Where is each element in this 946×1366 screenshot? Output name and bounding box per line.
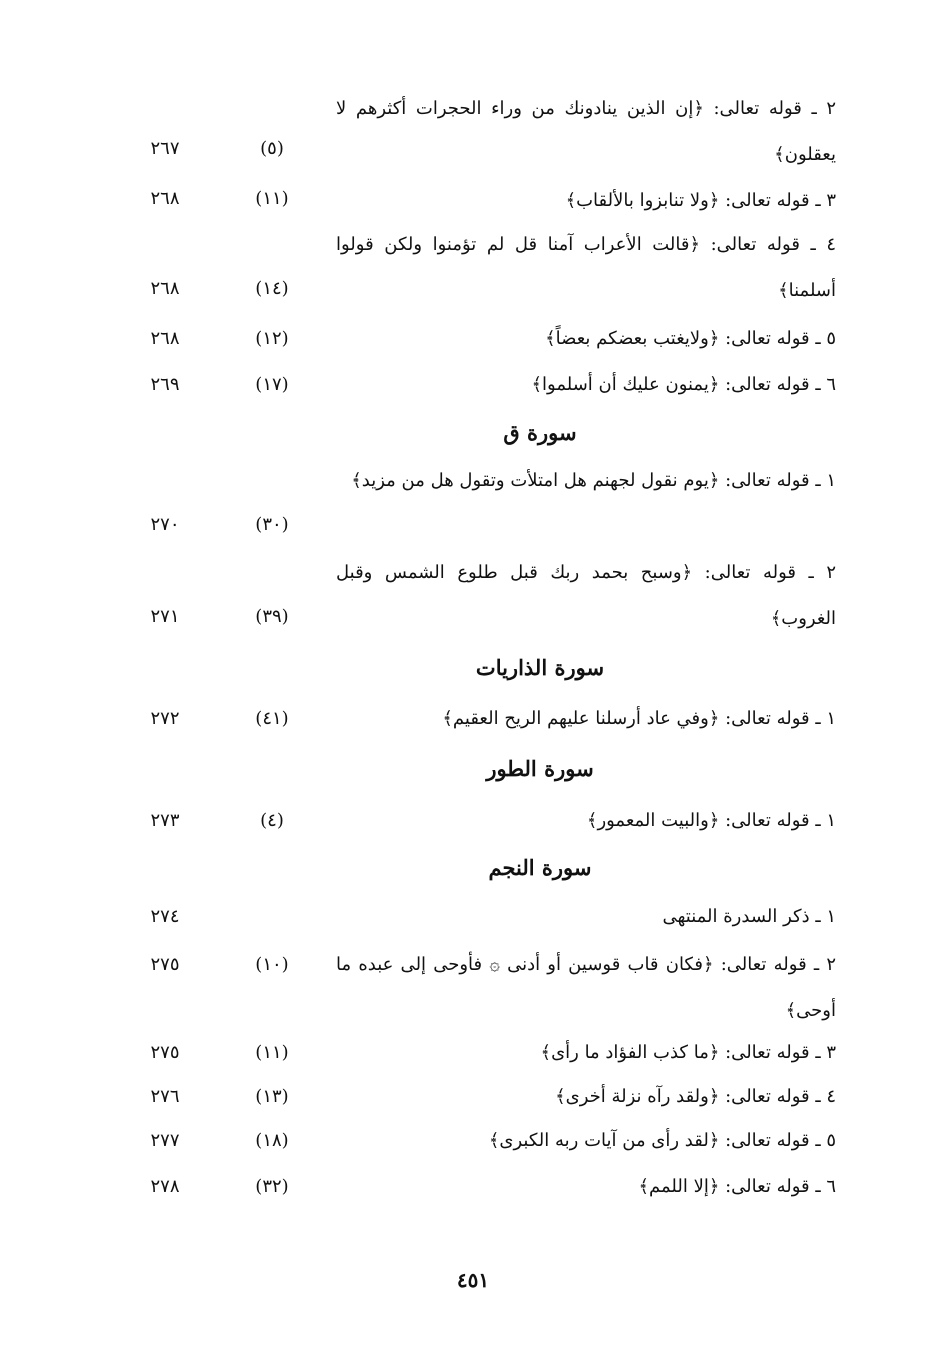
index-entry	[0, 458, 946, 548]
index-entry	[0, 222, 946, 312]
entry-text: ٥ ـ قوله تعالى: ﴿لقد رأى من آيات ربه الكبرى﴾	[488, 1130, 836, 1151]
page-reference: ٢٧١	[150, 606, 180, 627]
entry-text: ٢ ـ قوله تعالى: ﴿إن الذين ينادونك من وراء الحجرات أكثرهم لا يعقلون﴾	[336, 98, 836, 165]
verse-number: (٤)	[260, 810, 284, 831]
verse-number: (١٣)	[255, 1086, 289, 1107]
surah-heading-at-tur: سورة الطور	[486, 756, 594, 781]
page-reference: ٢٧٠	[150, 514, 180, 535]
page-reference: ٢٦٨	[150, 328, 180, 349]
index-entry	[0, 696, 946, 742]
page-reference: ٢٧٣	[150, 810, 180, 831]
verse-number: (١٨)	[255, 1130, 289, 1151]
verse-number: (٤١)	[255, 708, 289, 729]
surah-heading-qaf: سورة ق	[503, 420, 577, 445]
page-number: ٤٥١	[456, 1268, 490, 1292]
index-entry	[0, 798, 946, 844]
verse-number: (١١)	[255, 1042, 289, 1063]
surah-heading-adh-dhariyat: سورة الذاريات	[475, 655, 605, 680]
index-entry	[0, 178, 946, 224]
page-reference: ٢٧٢	[150, 708, 180, 729]
verse-number: (١١)	[255, 188, 289, 209]
index-entry	[0, 1118, 946, 1164]
page-reference: ٢٦٨	[150, 278, 180, 299]
surah-heading-an-najm: سورة النجم	[488, 855, 592, 880]
page-reference: ٢٧٧	[150, 1130, 180, 1151]
entry-text: ١ ـ ذكر السدرة المنتهى	[662, 906, 836, 927]
verse-number: (٣٢)	[255, 1176, 289, 1197]
page-reference: ٢٧٥	[150, 1042, 180, 1063]
verse-number: (٣٩)	[255, 606, 289, 627]
entry-text: ٢ ـ قوله تعالى: ﴿فكان قاب قوسين أو أدنى ۞ فأوحى إلى عبده ما أوحى﴾	[336, 954, 836, 1021]
index-entry	[0, 362, 946, 408]
entry-text: ٤ ـ قوله تعالى: ﴿ولقد رآه نزلة أخرى﴾	[555, 1086, 836, 1107]
entry-text: ٦ ـ قوله تعالى: ﴿إلا اللمم﴾	[638, 1176, 836, 1197]
page-reference: ٢٧٦	[150, 1086, 180, 1107]
index-entry	[0, 1074, 946, 1120]
entry-text: ٤ ـ قوله تعالى: ﴿قالت الأعراب آمنا قل لم تؤمنوا ولكن قولوا أسلمنا﴾	[336, 234, 836, 301]
index-entry	[0, 942, 946, 1032]
entry-text: ٥ ـ قوله تعالى: ﴿ولايغتب بعضكم بعضاً﴾	[545, 328, 836, 349]
index-entry	[0, 1164, 946, 1210]
verse-number: (١٤)	[255, 278, 289, 299]
verse-number: (١٢)	[255, 328, 289, 349]
index-entry	[0, 1030, 946, 1076]
entry-text: ٦ ـ قوله تعالى: ﴿يمنون عليك أن أسلموا﴾	[531, 374, 836, 395]
index-entry	[0, 894, 946, 940]
verse-number: (١٧)	[255, 374, 289, 395]
verse-number: (٣٠)	[255, 514, 289, 535]
entry-text: ١ ـ قوله تعالى: ﴿وفي عاد أرسلنا عليهم الريح العقيم﴾	[442, 708, 836, 729]
page-reference: ٢٧٨	[150, 1176, 180, 1197]
index-entry	[0, 316, 946, 362]
index-entry	[0, 86, 946, 176]
entry-text: ٣ ـ قوله تعالى: ﴿ما كذب الفؤاد ما رأى﴾	[540, 1042, 836, 1063]
verse-number: (٥)	[260, 138, 284, 159]
page-reference: ٢٧٤	[150, 906, 180, 927]
entry-text: ١ ـ قوله تعالى: ﴿يوم نقول لجهنم هل امتلأت وتقول هل من مزيد﴾	[351, 470, 836, 491]
entry-text: ٢ ـ قوله تعالى: ﴿وسبح بحمد ربك قبل طلوع الشمس وقبل الغروب﴾	[336, 562, 836, 629]
page-reference: ٢٧٥	[150, 954, 180, 975]
page-reference: ٢٦٨	[150, 188, 180, 209]
entry-text: ١ ـ قوله تعالى: ﴿والبيت المعمور﴾	[586, 810, 836, 831]
page-reference: ٢٦٧	[150, 138, 180, 159]
verse-number: (١٠)	[255, 954, 289, 975]
entry-text: ٣ ـ قوله تعالى: ﴿ولا تنابزوا بالألقاب﴾	[565, 190, 836, 211]
index-entry	[0, 550, 946, 640]
page-reference: ٢٦٩	[150, 374, 180, 395]
